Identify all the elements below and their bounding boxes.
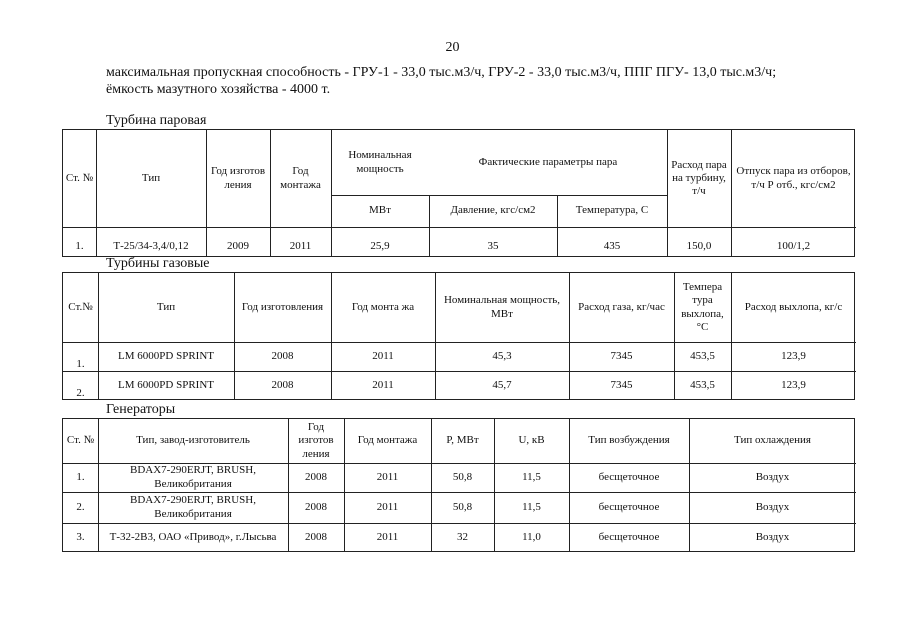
gen-header-no: Ст. № — [66, 434, 95, 447]
steam-header-no: Ст. № — [65, 171, 94, 184]
steam-header-temp: Температура, С — [575, 204, 649, 217]
steam-header-power: Номинальная мощность — [348, 149, 412, 175]
gen-row-3-voltage: 11,0 — [522, 530, 541, 543]
gen-header-cooling: Тип охлаждения — [734, 434, 811, 447]
gen-row-1-excitation: бесщеточное — [598, 470, 660, 483]
steam-row-1-extract: 100/1,2 — [776, 239, 811, 252]
gen-row-2-excitation: бесщеточное — [598, 500, 660, 513]
gen-row-2-year-mount: 2011 — [376, 500, 399, 513]
gas-row-1-no: 1. — [76, 357, 85, 370]
page-number: 20 — [445, 40, 460, 55]
gen-row-1-power: 50,8 — [452, 470, 473, 483]
gas-row-1-exhaust-temp: 453,5 — [690, 349, 715, 362]
gas-row-2-exhaust-flow: 123,9 — [781, 378, 806, 391]
gas-section-title: Турбины газовые — [106, 256, 210, 271]
gas-row-2-power: 45,7 — [492, 378, 512, 391]
steam-header-year-make: Год изготов ления — [210, 165, 266, 191]
steam-row-1-type: Т-25/34-3,4/0,12 — [113, 239, 189, 252]
gas-header-type: Тип — [156, 300, 176, 313]
generators-table — [62, 418, 855, 552]
steam-row-1-power: 25,9 — [370, 239, 390, 252]
steam-header-pressure: Давление, кгс/см2 — [450, 204, 536, 217]
gas-row-2-no: 2. — [76, 386, 85, 399]
gen-header-voltage: U, кВ — [518, 434, 545, 447]
gas-row-1-gas-flow: 7345 — [610, 349, 633, 362]
gas-header-year-mount: Год монта жа — [351, 300, 415, 313]
steam-turbine-table — [62, 129, 855, 257]
gas-row-2-year-mount: 2011 — [372, 378, 394, 391]
gen-row-3-excitation: бесщеточное — [598, 530, 660, 543]
gas-row-1-power: 45,3 — [492, 349, 512, 362]
steam-row-1-no: 1. — [75, 239, 84, 252]
gas-row-1-year-make: 2008 — [271, 349, 294, 362]
gas-header-power: Номинальная мощность, МВт — [443, 294, 561, 320]
gas-row-2-gas-flow: 7345 — [610, 378, 633, 391]
gen-row-2-year-make: 2008 — [305, 500, 327, 513]
gen-row-3-no: 3. — [76, 530, 85, 543]
gen-row-1-year-make: 2008 — [305, 470, 327, 483]
gen-row-3-power: 32 — [457, 530, 468, 543]
gen-header-year-make: Год изготов ления — [298, 421, 334, 460]
gas-row-2-type: LM 6000PD SPRINT — [118, 378, 214, 391]
gas-header-no: Ст.№ — [68, 300, 93, 313]
gas-row-2-exhaust-temp: 453,5 — [690, 378, 715, 391]
gen-row-1-year-mount: 2011 — [376, 470, 399, 483]
gen-row-2-cooling: Воздух — [755, 500, 790, 513]
gen-row-3-cooling: Воздух — [755, 530, 790, 543]
gen-row-1-cooling: Воздух — [755, 470, 790, 483]
gen-section-title: Генераторы — [106, 402, 176, 417]
intro-line-1: максимальная пропускная способность - ГРУ-1 - 33,0 тыс.м3/ч, ГРУ-2 - 33,0 тыс.м3/ч, ППГ ПГУ- 13,0 тыс.м3/ч; — [106, 65, 777, 80]
gen-row-2-no: 2. — [76, 500, 85, 513]
gas-header-gas-flow: Расход газа, кг/час — [578, 300, 665, 313]
gen-row-2-voltage: 11,5 — [522, 500, 541, 513]
steam-header-flow: Расход пара на турбину, т/ч — [671, 158, 727, 198]
gen-row-3-year-mount: 2011 — [376, 530, 399, 543]
gas-row-1-type: LM 6000PD SPRINT — [118, 349, 214, 362]
steam-section-title: Турбина паровая — [106, 113, 207, 128]
gen-row-3-type: Т-32-2В3, ОАО «Привод», г.Лысьва — [109, 530, 277, 543]
steam-row-1-temp: 435 — [603, 239, 621, 252]
gas-row-1-exhaust-flow: 123,9 — [781, 349, 806, 362]
gas-header-exhaust-flow: Расход выхлопа, кг/с — [744, 300, 843, 313]
steam-row-1-year-make: 2009 — [227, 239, 249, 252]
steam-row-1-year-mount: 2011 — [289, 239, 312, 252]
gas-row-2-year-make: 2008 — [271, 378, 294, 391]
gen-row-2-power: 50,8 — [452, 500, 473, 513]
steam-header-type: Тип — [141, 171, 161, 184]
gas-row-1-year-mount: 2011 — [372, 349, 394, 362]
gen-row-1-voltage: 11,5 — [522, 470, 541, 483]
gas-turbine-table — [62, 272, 855, 400]
steam-row-1-flow: 150,0 — [686, 239, 712, 252]
steam-header-extract: Отпуск пара из отборов, т/ч Р отб., кгс/см2 — [736, 165, 851, 191]
gen-row-2-type: BDAX7-290ERJT, BRUSH, Великобритания — [129, 494, 256, 520]
gen-header-power: P, МВт — [446, 434, 479, 447]
gas-header-year-make: Год изготовления — [241, 300, 324, 313]
gen-header-type: Тип, завод-изготовитель — [136, 434, 250, 447]
steam-header-params: Фактические параметры пара — [478, 155, 618, 168]
gen-row-1-no: 1. — [76, 470, 85, 483]
intro-line-2: ёмкость мазутного хозяйства - 4000 т. — [106, 82, 331, 97]
gen-row-3-year-make: 2008 — [305, 530, 327, 543]
steam-row-1-pressure: 35 — [487, 239, 499, 252]
gas-header-exhaust-temp: Темпера тура выхлопа, °С — [681, 281, 724, 333]
gen-header-year-mount: Год монтажа — [357, 434, 418, 447]
steam-header-power-unit: МВт — [369, 204, 391, 217]
steam-header-year-mount: Год монтажа — [280, 165, 321, 191]
gen-header-excitation: Тип возбуждения — [588, 434, 670, 447]
gen-row-1-type: BDAX7-290ERJT, BRUSH, Великобритания — [129, 464, 256, 490]
